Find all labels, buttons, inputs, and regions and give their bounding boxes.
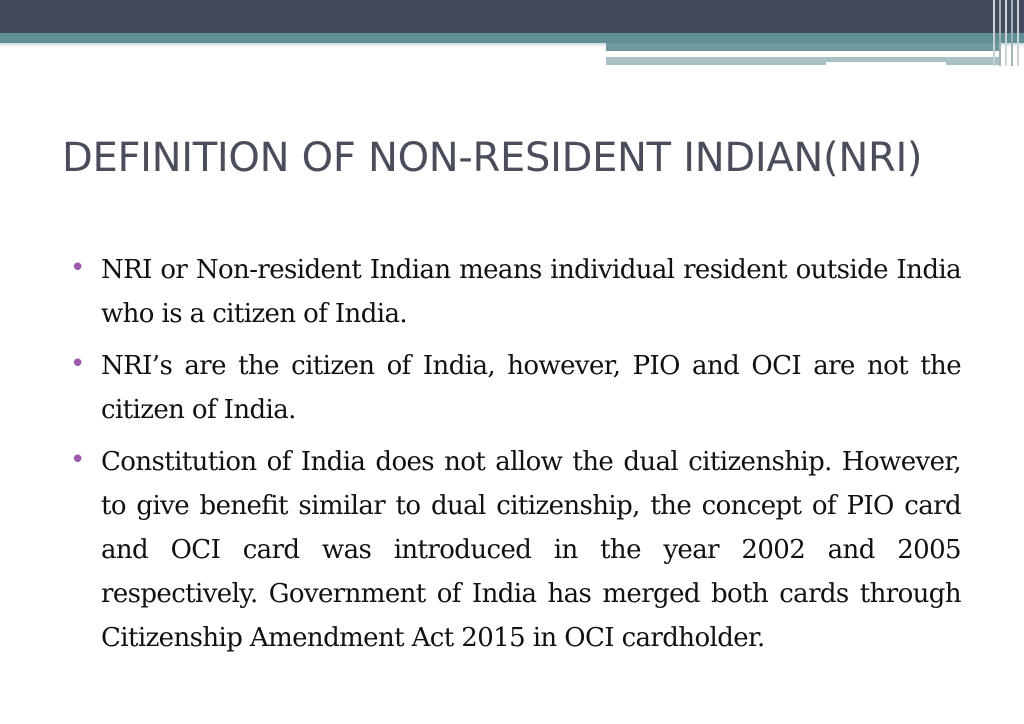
bullet-item (70, 440, 961, 660)
bullet-list (70, 248, 961, 668)
slide-title: DEFINITION OF NON-RESIDENT INDIAN(NRI) (62, 135, 923, 181)
header-accent-line-short (826, 62, 946, 65)
bullet-marker-icon: • (70, 253, 85, 283)
header-vertical-line (999, 0, 1001, 66)
bullet-item (70, 344, 961, 432)
header-vertical-line (1005, 0, 1007, 66)
header-teal-bar (0, 33, 1024, 43)
bullet-text: NRI or Non-resident Indian means individual resident outside India who is a citizen of India. (101, 255, 961, 329)
header-right-band (606, 43, 1001, 51)
bullet-text: NRI’s are the citizen of India, however, PIO and OCI are not the citizen of India. (101, 351, 961, 425)
header-vertical-line (993, 0, 995, 66)
header-vertical-line (1011, 0, 1013, 66)
bullet-text: Constitution of India does not allow the dual citizenship. However, to give benefit similar to dual citizenship, the concept of PIO card and OCI card was introduced in the year 2002 and 2005 respectively. Government of India has merged both cards through Citizenship Amendment Act 2015 in OCI cardholder. (101, 447, 961, 653)
header-accent-line (606, 52, 946, 55)
bullet-marker-icon: • (70, 445, 85, 475)
bullet-item (70, 248, 961, 336)
header-dark-bar (0, 0, 1024, 33)
header-vertical-line (1017, 0, 1019, 66)
bullet-marker-icon: • (70, 349, 85, 379)
